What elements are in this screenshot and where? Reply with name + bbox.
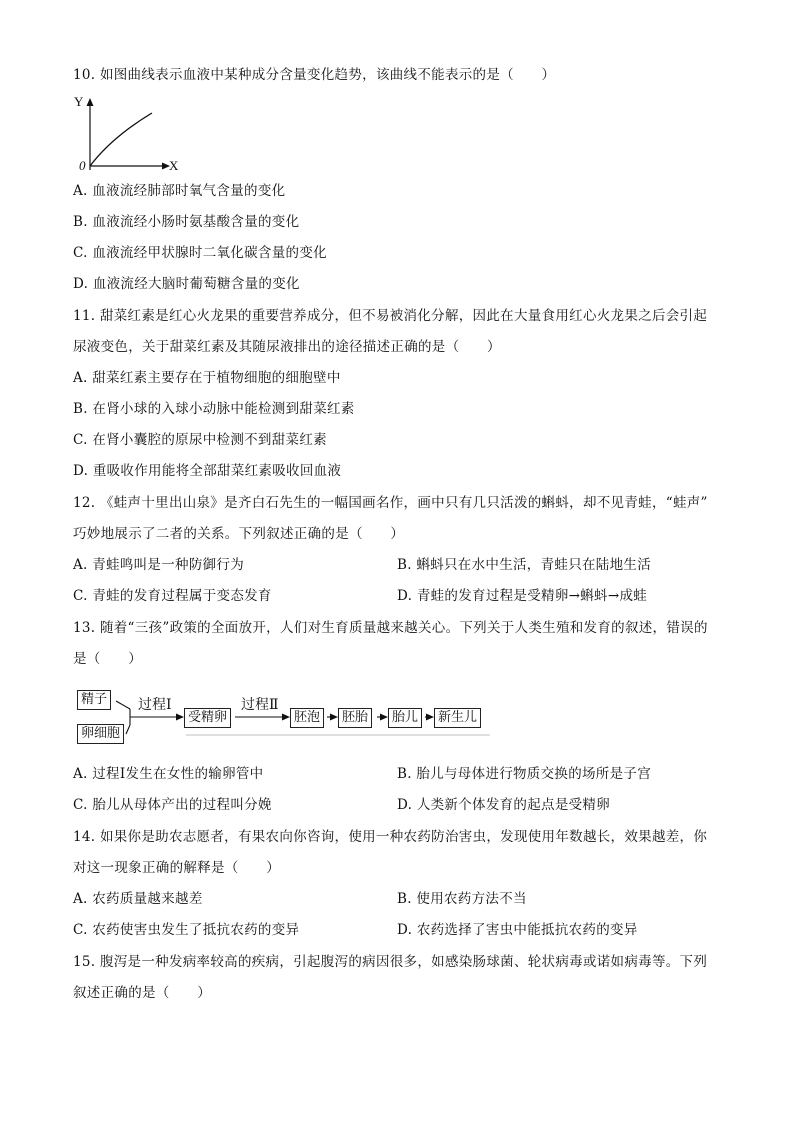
box-embryo: 胚胎: [338, 708, 372, 728]
q12-option-d: D. 青蛙的发育过程是受精卵→蝌蚪→成蛙: [397, 588, 648, 604]
q10-option-a: A. 血液流经肺部时氧气含量的变化: [73, 183, 286, 199]
x-axis-label: X: [169, 158, 179, 173]
q12-stem-line1: 12. 《蛙声十里出山泉》是齐白石先生的一幅国画名作，画中只有几只活泼的蝌蚪，却不见青蛙，“蛙声”: [73, 495, 708, 511]
q14-option-b: B. 使用农药方法不当: [397, 891, 527, 907]
q12-option-a: A. 青蛙鸣叫是一种防御行为: [73, 557, 245, 573]
q12-option-b: B. 蝌蚪只在水中生活，青蛙只在陆地生活: [397, 557, 652, 573]
q14-stem-line1: 14. 如果你是助农志愿者，有果农向你咨询，使用一种农药防治害虫，发现使用年数越长，效果越差，你: [73, 829, 708, 845]
q14-option-a: A. 农药质量越来越差: [73, 891, 203, 907]
q10-option-b: B. 血液流经小肠时氨基酸含量的变化: [73, 214, 300, 230]
box-zygote: 受精卵: [184, 708, 231, 728]
box-blastocyst: 胚泡: [290, 708, 324, 728]
q13-stem-line2: 是（ ）: [73, 651, 142, 667]
q11-option-d: D. 重吸收作用能将全部甜菜红素吸收回血液: [73, 463, 342, 479]
y-axis-arrow: [87, 98, 94, 106]
box-newborn: 新生儿: [434, 708, 481, 728]
curve: [90, 113, 152, 166]
q13-option-b: B. 胎儿与母体进行物质交换的场所是子宫: [397, 766, 652, 782]
q11-stem-line2: 尿液变色，关于甜菜红素及其随尿液排出的途径描述正确的是（ ）: [73, 339, 501, 355]
q14-option-d: D. 农药选择了害虫中能抵抗农药的变异: [397, 922, 638, 938]
y-axis-label: Y: [74, 94, 84, 109]
q10-option-d: D. 血液流经大脑时葡萄糖含量的变化: [73, 276, 300, 292]
q11-option-c: C. 在肾小囊腔的原尿中检测不到甜菜红素: [73, 432, 327, 448]
label-process1: 过程Ⅰ: [138, 697, 172, 713]
q13-option-d: D. 人类新个体发育的起点是受精卵: [397, 797, 611, 813]
q11-stem-line1: 11. 甜菜红素是红心火龙果的重要营养成分，但不易被消化分解，因此在大量食用红心火龙果之后会引起: [73, 308, 708, 324]
q12-option-c: C. 青蛙的发育过程属于变态发育: [73, 588, 272, 604]
label-process2: 过程Ⅱ: [241, 697, 279, 713]
q10-stem: 10. 如图曲线表示血液中某种成分含量变化趋势，该曲线不能表示的是（ ）: [73, 67, 556, 83]
q13-option-c: C. 胎儿从母体产出的过程叫分娩: [73, 797, 272, 813]
q15-stem-line2: 叙述正确的是（ ）: [73, 985, 211, 1001]
q10-option-c: C. 血液流经甲状腺时二氧化碳含量的变化: [73, 245, 327, 261]
q14-option-c: C. 农药使害虫发生了抵抗农药的变异: [73, 922, 300, 938]
q13-stem-line1: 13. 随着“三孩”政策的全面放开，人们对生育质量越来越关心。下列关于人类生殖和发育的叙述，错误的: [73, 620, 708, 636]
box-sperm: 精子: [77, 690, 111, 710]
q11-option-b: B. 在肾小球的入球小动脉中能检测到甜菜红素: [73, 401, 355, 417]
q15-stem-line1: 15. 腹泻是一种发病率较高的疾病，引起腹泻的病因很多，如感染肠球菌、轮状病毒或诺如病毒等。下列: [73, 954, 708, 970]
box-fetus: 胎儿: [388, 708, 422, 728]
origin-label: 0: [79, 158, 86, 173]
q14-stem-line2: 对这一现象正确的解释是（ ）: [73, 860, 280, 876]
q11-option-a: A. 甜菜红素主要存在于植物细胞的细胞壁中: [73, 370, 341, 386]
q13-option-a: A. 过程Ⅰ发生在女性的输卵管中: [73, 766, 264, 782]
box-egg: 卵细胞: [77, 724, 124, 744]
q12-stem-line2: 巧妙地展示了二者的关系。下列叙述正确的是（ ）: [73, 526, 405, 542]
